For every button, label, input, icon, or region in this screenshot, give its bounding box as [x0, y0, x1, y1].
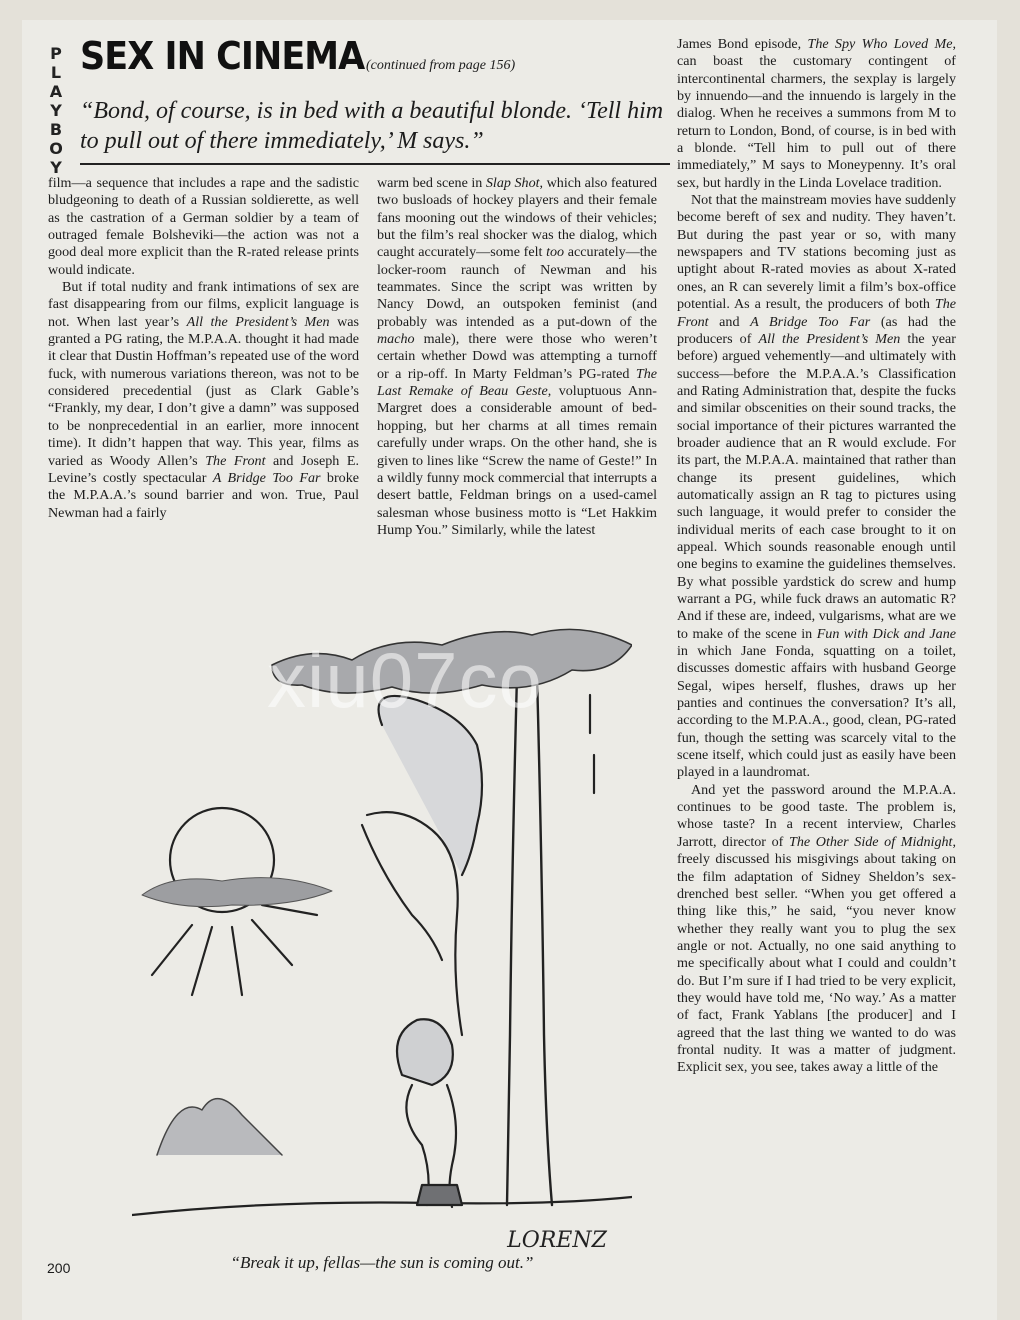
text-column-2	[377, 175, 657, 539]
paragraph: James Bond episode, The Spy Who Loved Me, can boast the customary contingent of intercontinental charmers, the sexplay is largely by innuendo—and the innuendo is largely in the dialog. When he receives a summons from M to return to London, Bond, of course, is in bed with a blonde. “Tell him to pull out of there immediately,” M says to Moneypenny. It’s oral sex, but hardly in the Linda Lovelace tradition.	[677, 36, 956, 191]
magazine-letter: O	[49, 139, 63, 158]
magazine-letter: Y	[50, 158, 62, 177]
watermark: xiu07co	[267, 636, 543, 724]
paragraph: Not that the mainstream movies have suddenly become bereft of sex and nudity. They haven’t. But during the past year or so, with many newspapers and TV stations becoming just as uptight about R-rated movies as about X-rated ones, an R can severely limit a film’s box-office potential. As a result, the producers of both The Front and A Bridge Too Far (as had the producers of All the President’s Men the year before) argued vehemently—and ultimately with success—before the M.P.A.A.’s Classification and Rating Administration that, despite the fucks and similar obscenities on their sound tracks, the social importance of their pictures warranted the broader audience that an R would exclude. For its part, the M.P.A.A. maintained that rather than change its present guidelines, which automatically assign an R tag to pictures using such language, it would prefer to consider the individual merits of each case brought to it on appeal. Which sounds reasonable enough until one begins to examine the guidelines themselves. By what possible yardstick do screw and hump warrant a PG, while fuck draws an automatic R? And if these are, indeed, vulgarisms, what are we to make of the scene in Fun with Dick and Jane in which Jane Fonda, squatting on a toilet, discusses domestic affairs with husband George Segal, wipes herself, flushes, draws up her panties and continues the conversation? It’s all, according to the M.P.A.A., good, clean, PG-rated fun, though the setting was scarcely vital to the scene itself, which could just as easily have been played in a laundromat.	[677, 192, 957, 781]
pull-quote: “Bond, of course, is in bed with a beautiful blonde. ‘Tell him to pull out of there immediately,’ M says.”	[80, 98, 664, 154]
paragraph: film—a sequence that includes a rape and the sadistic bludgeoning to death of a Russian soldierette, as well as the castration of a German soldier by a team of outraged female Bolsheviki—the action was not a good deal more explicit than the R-rated release prints would indicate.	[48, 175, 359, 278]
cartoon-signature: LORENZ	[507, 1228, 607, 1253]
magazine-page	[22, 20, 997, 1320]
magazine-letter: Y	[50, 101, 62, 120]
paragraph: And yet the password around the M.P.A.A. continues to be good taste. The problem is, whose taste? In a recent interview, Charles Jarrott, director of The Other Side of Midnight, freely discussed his misgivings about taking on the film adaptation of Sidney Sheldon’s sex-drenched best seller. “When you get offered a thing like this,” he said, “you never know whether they really want you to plug the sex angle or not. Actually, no one said anything to me specifically about what I could and couldn’t do. But I’m sure if I had tried to be very explicit, they would have told me, ‘No way.’ As a matter of fact, Frank Yablans [the producer] and I agreed that the last thing we wanted to do was frontal nudity. It was a matter of judgment. Explicit sex, you see, takes away a little of the	[677, 781, 956, 1076]
magazine-letter: B	[49, 120, 63, 139]
cartoon-illustration	[132, 615, 632, 1265]
magazine-letter: A	[49, 82, 63, 101]
magazine-letter: L	[50, 63, 62, 82]
paragraph: warm bed scene in Slap Shot, which also featured two busloads of hockey players and their female fans mooning out the windows of their vehicles; but the film’s real shocker was the dialog, which caught accurately—some felt too accurately—the locker-room raunch of Newman and his teammates. Since the script was written by Nancy Dowd, an outspoken feminist (and probably was intended as a put-down of the macho male), there were those who weren’t certain whether Dowd was attempting a turnoff or a rip-off. In Marty Feldman’s PG-rated The Last Remake of Beau Geste, voluptuous Ann-Margret does a considerable amount of bed-hopping, but her charms at all times remain carefully under wraps. On the other hand, she is given to lines like “Screw the name of Geste!” In a wildly funny mock commercial that interrupts a desert battle, Feldman brings on a used-camel salesman whose business motto is “Let Hakkim Hump You.” Similarly, while the latest	[377, 175, 658, 538]
text-column-3	[677, 36, 956, 1077]
article-title: SEX IN CINEMA	[80, 34, 365, 78]
page-number: 200	[47, 1260, 71, 1276]
continued-note: (continued from page 156)	[366, 58, 516, 73]
cartoon-caption: “Break it up, fellas—the sun is coming out.”	[230, 1253, 534, 1272]
text-column-1	[48, 175, 359, 522]
magazine-letter: P	[50, 44, 62, 63]
magazine-name-vertical	[46, 44, 66, 177]
divider-rule	[80, 163, 670, 165]
paragraph: But if total nudity and frank intimations of sex are fast disappearing from our films, explicit language is not. When last year’s All the President’s Men was granted a PG rating, the M.P.A.A. thought it had made it clear that Dustin Hoffman’s repeated use of the word fuck, with numerous variations thereon, was not to be considered precedential (just as Clark Gable’s “Frankly, my dear, I don’t give a damn” was supposed to be nonprecedential in an earlier, more innocent time). It didn’t happen that way. This year, films as varied as Woody Allen’s The Front and Joseph E. Levine’s costly spectacular A Bridge Too Far broke the M.P.A.A.’s sound barrier and won. True, Paul Newman had a fairly	[48, 279, 360, 521]
